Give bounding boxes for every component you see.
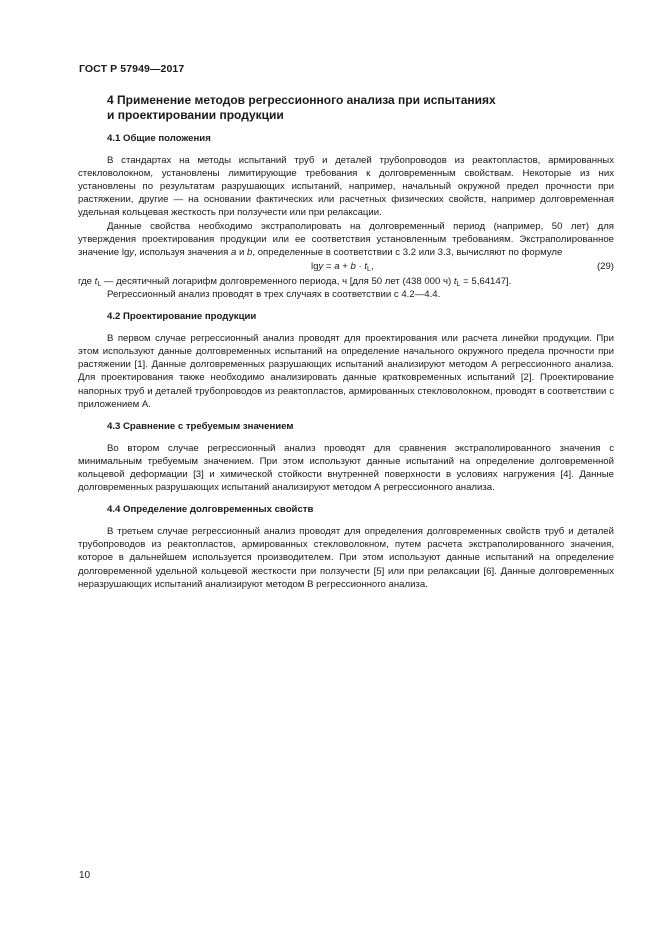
sub-l: L bbox=[456, 280, 461, 288]
var-y: y bbox=[129, 246, 135, 258]
formula-explanation bbox=[78, 275, 614, 288]
var-a: a bbox=[231, 246, 237, 258]
paragraph-4-2-1: В первом случае регрессионный анализ проводят для проектирования или расчета линейки продукции. При этом используют данные долговременных испытаний на определение начального окружного предела прочности при растяжении [1]. Данные долговременных разрушающих испытаний анализируют методом А регрессионного анализа. Для проектирования также необходимо анализировать данные кратковременных испытаний [2]. Проектирование напорных труб и деталей трубопроводов из реактопластов, армированных стекловолокном, проводят в соответствии с приложением А. bbox=[78, 333, 614, 410]
formula-number: (29) bbox=[596, 260, 614, 272]
subsection-heading-4-4: 4.4 Определение долговременных свойств bbox=[107, 504, 314, 516]
paragraph-4-1-3: Регрессионный анализ проводят в трех случаях в соответствии с 4.2—4.4. bbox=[107, 288, 441, 300]
text-run: и bbox=[236, 246, 248, 258]
var-t: t bbox=[94, 275, 98, 287]
section-title bbox=[78, 93, 614, 123]
paragraph-4-4-1: В третьем случае регрессионный анализ проводят для определения долговременных свойств труб и деталей трубопроводов из реактопластов, армированных стекловолокном, путем расчета экстраполированного значения, которое в дальнейшем используется производителем. При этом используют данные испытаний на определение долговременной удельной кольцевой жесткости при ползучести [5] или при релаксации [6]. Данные долговременных неразрушающих испытаний анализируют методом В регрессионного анализа. bbox=[78, 526, 614, 590]
paragraph-4-3-1: Во втором случае регрессионный анализ проводят для сравнения экстраполированного значения с минимальным требуемым значением. При этом используют данные испытаний на определение долговременной кольцевой деформации [3] и химической стойкости внутренней поверхности в условиях нагружения [4]. Данные долговременных разрушающих испытаний анализируют методом А регрессионного анализа. bbox=[78, 442, 614, 494]
formula-plus: + bbox=[339, 260, 351, 272]
formula-expression bbox=[311, 260, 374, 273]
formula-a: a bbox=[334, 260, 340, 272]
document-body bbox=[78, 93, 614, 591]
formula-dot: · bbox=[355, 260, 365, 272]
formula-t: t bbox=[364, 260, 368, 272]
formula-end: , bbox=[370, 260, 374, 272]
formula-sub-l: L bbox=[367, 265, 371, 273]
document-code: ГОСТ Р 57949—2017 bbox=[79, 63, 185, 75]
paragraph-4-1-1: В стандартах на методы испытаний труб и деталей трубопроводов из реактопластов, армированных стекловолокном, установлены лимитирующие требования к долговременным свойствам. Некоторые из них установлены по результатам разрушающих испытаний, например, начальный окружной предел прочности при растяжении, другие — на основании фактических или расчетных физических свойств, например долговременная удельная кольцевая жесткость при ползучести или при релаксации. bbox=[78, 155, 614, 219]
var-b: b bbox=[247, 246, 253, 258]
text-run: где bbox=[78, 275, 95, 287]
subsection-heading-4-1: 4.1 Общие положения bbox=[107, 133, 211, 144]
text-run: = 5,64147]. bbox=[460, 275, 512, 287]
text-run: — десятичный логарифм долговременного периода, ч [для 50 лет (438 000 ч) bbox=[101, 275, 454, 287]
formula-29 bbox=[78, 260, 614, 274]
formula-lg: lg bbox=[311, 260, 319, 272]
formula-b: b bbox=[350, 260, 356, 272]
section-title-line-1: 4 Применение методов регрессионного анализа при испытаниях bbox=[107, 93, 496, 107]
sub-l: L bbox=[97, 280, 102, 288]
text-run: , определенные в соответствии с 3.2 или 3.3, вычисляют по формуле bbox=[252, 246, 563, 258]
subsection-heading-4-2: 4.2 Проектирование продукции bbox=[107, 311, 257, 323]
section-title-line-2: и проектировании продукции bbox=[107, 108, 284, 122]
var-t: t bbox=[453, 275, 457, 287]
formula-y: y bbox=[318, 260, 324, 272]
text-run: Данные свойства необходимо экстраполировать на долговременный период (например, 50 лет) для утверждения проектирования продукции или ее соответствия установленным требованиям. Экстраполированное значение lg bbox=[78, 220, 614, 258]
page-number: 10 bbox=[79, 870, 91, 881]
text-run: , используя значения bbox=[134, 246, 231, 258]
subsection-heading-4-3: 4.3 Сравнение с требуемым значением bbox=[107, 420, 294, 432]
formula-eq: = bbox=[323, 260, 335, 272]
paragraph-4-1-2 bbox=[78, 220, 614, 259]
